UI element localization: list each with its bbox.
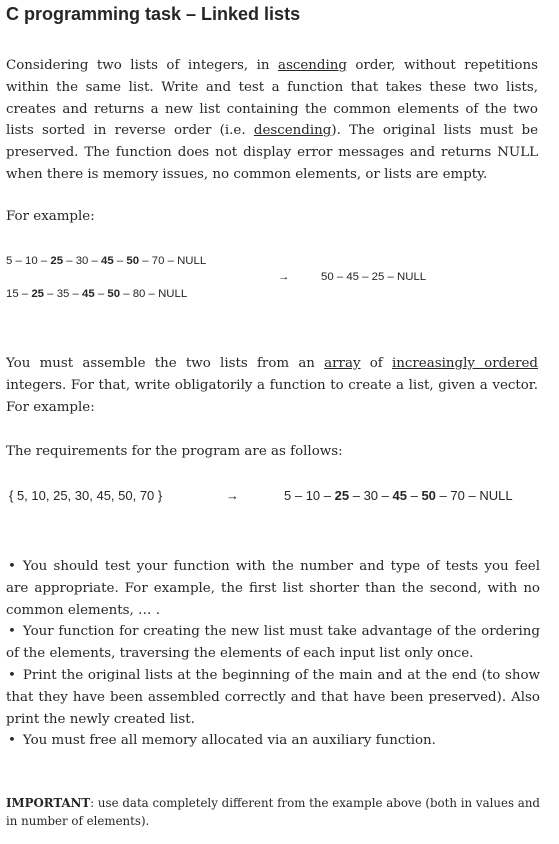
list-node-value: 70 xyxy=(151,255,165,267)
list-node-value: 30 xyxy=(75,255,89,267)
list-separator: – xyxy=(44,288,57,300)
list-separator: – xyxy=(406,488,422,503)
list-separator: – xyxy=(349,488,364,503)
list-node-value: 80 xyxy=(132,288,146,300)
intro-text-3: ). The original lists must be preserved. The function does not display error messages and returns NULL when there is memory issues, no common elements, or lists are empty. xyxy=(6,123,539,182)
list-node-value: 35 xyxy=(56,288,70,300)
list-separator: – xyxy=(18,288,32,300)
list-node-value: 10 xyxy=(25,255,38,267)
intro-underlined-ascending: ascending xyxy=(277,58,347,73)
list-node-value: 45 xyxy=(82,288,95,300)
list-separator: – xyxy=(435,488,451,503)
important-note xyxy=(6,794,540,830)
list-separator: – xyxy=(88,255,102,267)
list-node-value: 5 xyxy=(6,255,13,267)
list-node-value: 45 xyxy=(392,488,407,503)
for-example-label: For example: xyxy=(6,209,95,224)
list-node-value: 5 xyxy=(284,488,292,503)
page-title: C programming task – Linked lists xyxy=(6,4,301,24)
list-node-value: 50 xyxy=(107,288,121,300)
list-node-value: 50 xyxy=(421,488,436,503)
example-arrow: → xyxy=(278,271,290,283)
list-item: • You must free all memory allocated via an auxiliary function. xyxy=(6,730,540,752)
intro-text-2: order, without repetitions within the same list. Write and test a function that takes these two lists, creates and returns a new list containing the common elements of the two lists sorted in reverse order (i.e. xyxy=(6,58,538,139)
list-separator: – xyxy=(120,288,133,300)
list-separator: – xyxy=(63,255,76,267)
list-separator: – xyxy=(378,488,393,503)
list-item: • Your function for creating the new list must take advantage of the ordering of the elements, traversing the elements of each input list only once. xyxy=(6,621,540,665)
list-node-value: 10 xyxy=(305,488,321,503)
list-node-value: 15 xyxy=(6,288,19,300)
list-node-value: 25 xyxy=(31,288,45,300)
list-separator: – xyxy=(145,288,159,300)
important-text: : use data completely different from the example above (both in values and in number of elements). xyxy=(6,796,540,828)
list-separator: – xyxy=(139,255,152,267)
list-separator: – xyxy=(291,488,306,503)
assemble-text-2: of xyxy=(360,356,392,371)
intro-text-1: Considering two lists of integers, in xyxy=(6,58,278,73)
important-label: IMPORTANT xyxy=(6,796,91,810)
list-node-value: 25 xyxy=(334,488,350,503)
assemble-underlined-array: array xyxy=(324,356,361,371)
list-node-value: NULL xyxy=(158,288,188,300)
example-result-list: 50 – 45 – 25 – NULL xyxy=(321,271,427,283)
list-separator: – xyxy=(94,288,108,300)
list-node-value: 45 xyxy=(101,255,114,267)
list-node-value: 50 xyxy=(126,255,140,267)
example-list-2 xyxy=(6,288,187,300)
assemble-text-3: integers. For that, write obligatorily a function to create a list, given a vector. For example: xyxy=(6,377,538,415)
list-node-value: 70 xyxy=(450,488,465,503)
list-item: • You should test your function with the number and type of tests you feel are appropriate. For example, the first list shorter than the second, with no common elements, … . xyxy=(6,556,540,621)
list-separator: – xyxy=(69,288,83,300)
list-separator: – xyxy=(320,488,335,503)
assemble-text-1: You must assemble the two lists from an xyxy=(6,356,325,371)
list-node-value: 30 xyxy=(363,488,379,503)
list-separator: – xyxy=(164,255,178,267)
intro-underlined-descending: descending xyxy=(253,123,332,139)
list-separator: – xyxy=(113,255,127,267)
assemble-paragraph xyxy=(6,353,538,418)
example-arrow-2: → xyxy=(226,488,239,503)
list-node-value: NULL xyxy=(479,488,513,503)
list-separator: – xyxy=(464,488,480,503)
intro-paragraph xyxy=(6,55,538,186)
list-node-value: 25 xyxy=(50,255,64,267)
list-node-value: NULL xyxy=(177,255,207,267)
requirements-list xyxy=(6,556,540,752)
list-separator: – xyxy=(12,255,26,267)
requirements-intro: The requirements for the program are as follows: xyxy=(6,444,343,459)
example-array: { 5, 10, 25, 30, 45, 50, 70 } xyxy=(9,488,163,503)
list-separator: – xyxy=(37,255,51,267)
example-list-1 xyxy=(6,255,206,267)
example-array-list xyxy=(284,488,513,503)
assemble-underlined-increasingly-ordered: increasingly ordered xyxy=(392,356,539,371)
list-item: • Print the original lists at the beginning of the main and at the end (to show that they have been assembled correctly and that have been preserved). Also print the newly created list. xyxy=(6,665,540,730)
